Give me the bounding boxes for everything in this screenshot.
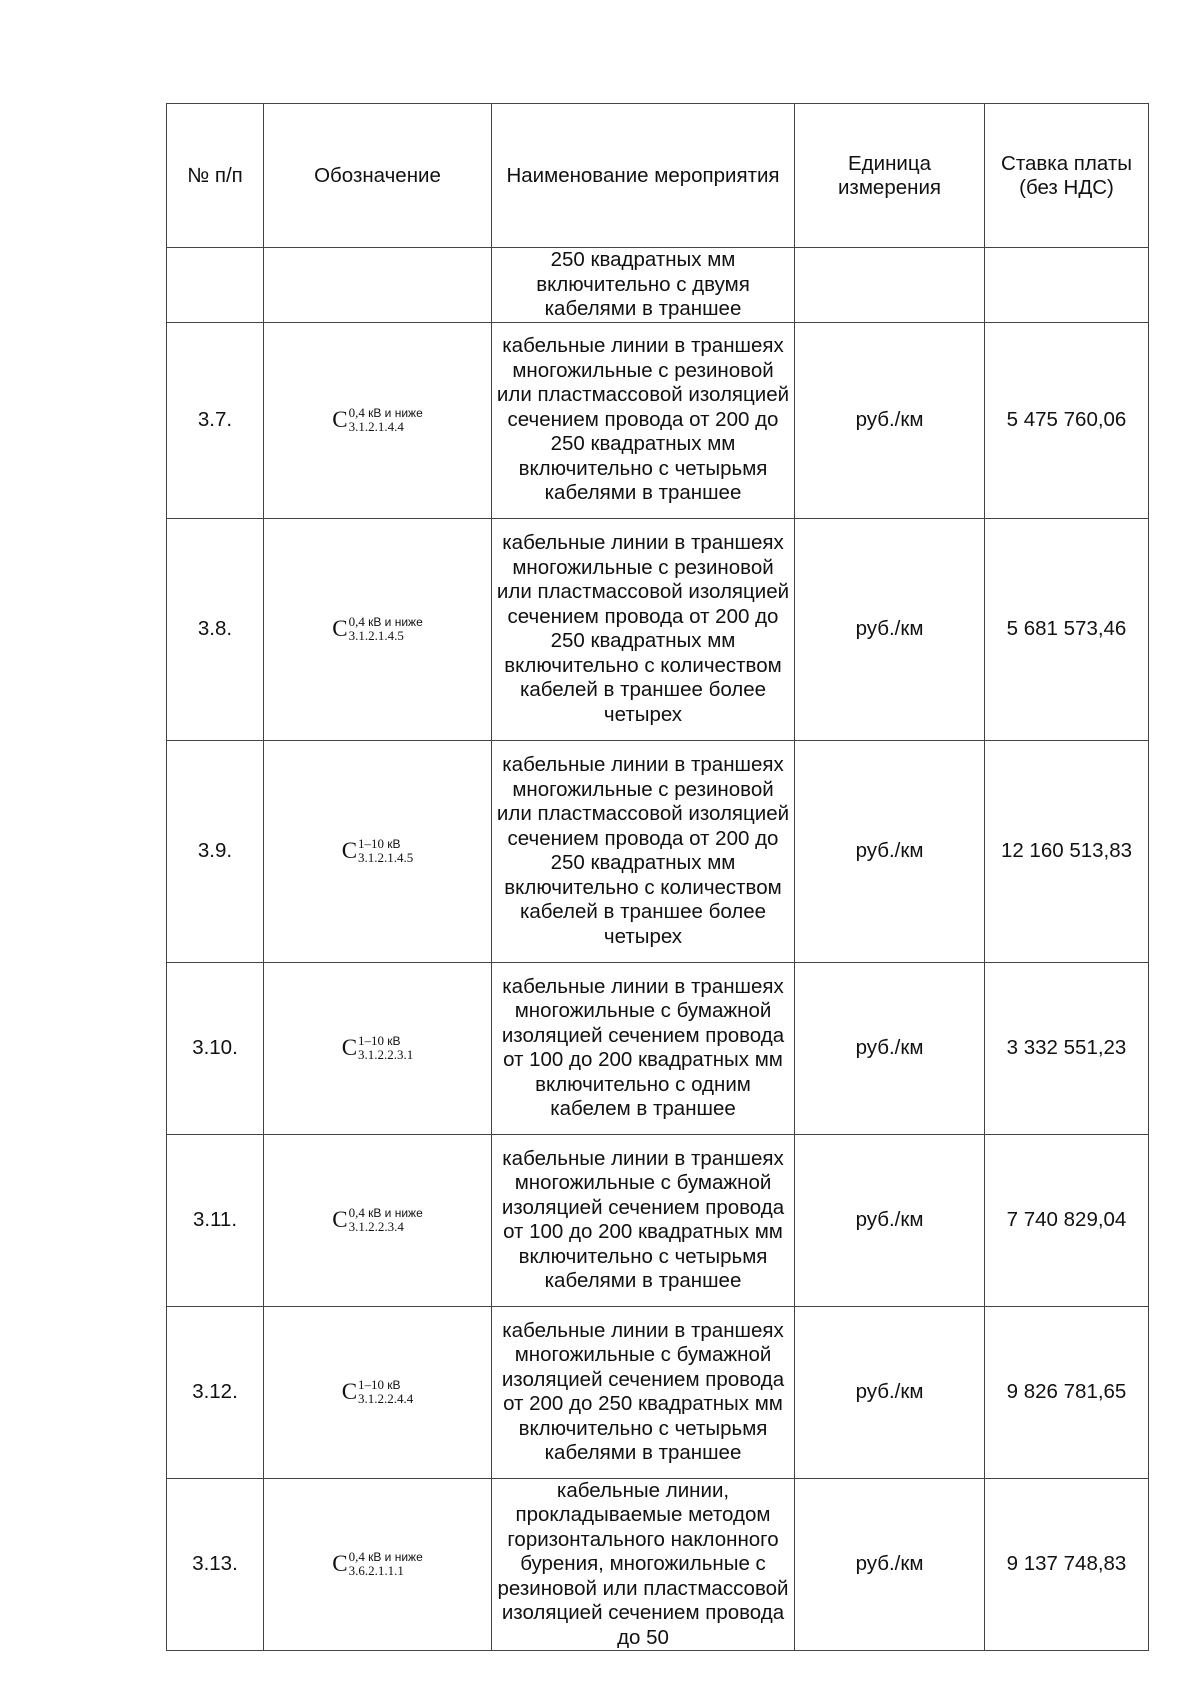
row-unit: руб./км <box>795 740 985 962</box>
row-name: кабельные линии в траншеях многожильные с бумажной изоляцией сечением провода от 100 до 200 квадратных мм включительно с четырьмя кабелями в траншее <box>492 1134 795 1306</box>
continuation-unit <box>795 248 985 323</box>
table-row <box>167 322 1149 518</box>
code-voltage-unit: кВ и ниже <box>368 406 423 420</box>
row-unit: руб./км <box>795 518 985 740</box>
continuation-rate <box>985 248 1149 323</box>
row-name: кабельные линии в траншеях многожильные с бумажной изоляцией сечением провода от 100 до 200 квадратных мм включительно с одним кабелем в траншее <box>492 962 795 1134</box>
code-superscript <box>358 1378 413 1392</box>
code-scripts <box>358 837 413 865</box>
code-letter: C <box>341 1378 358 1404</box>
row-name: кабельные линии, прокладываемые методом горизонтального наклонного бурения, многожильные с резиновой или пластмассовой изоляцией сечением провода до 50 <box>492 1478 795 1651</box>
code-letter: C <box>332 1551 348 1576</box>
code-superscript <box>349 406 423 420</box>
tariff-document-page <box>166 103 1148 1651</box>
code-designation <box>332 1206 423 1234</box>
row-num: 3.9. <box>167 740 264 962</box>
row-unit: руб./км <box>795 322 985 518</box>
continuation-num <box>167 248 264 323</box>
row-rate: 5 475 760,06 <box>985 322 1149 518</box>
row-rate: 12 160 513,83 <box>985 740 1149 962</box>
row-num: 3.10. <box>167 962 264 1134</box>
header-unit: Единица измерения <box>795 104 985 248</box>
row-code <box>264 1478 492 1651</box>
row-num: 3.11. <box>167 1134 264 1306</box>
code-scripts <box>349 406 423 434</box>
code-voltage: 1–10 <box>358 836 385 851</box>
row-num: 3.8. <box>167 518 264 740</box>
code-superscript <box>349 1206 423 1220</box>
table-row <box>167 962 1149 1134</box>
code-voltage: 0,4 <box>348 1549 365 1565</box>
row-code <box>264 1134 492 1306</box>
row-unit: руб./км <box>795 962 985 1134</box>
code-voltage-unit: кВ и ниже <box>368 1206 423 1220</box>
code-voltage-unit: кВ и ниже <box>368 615 423 629</box>
header-rate: Ставка платы (без НДС) <box>985 104 1149 248</box>
table-row <box>167 1478 1149 1651</box>
header-code: Обозначение <box>264 104 492 248</box>
row-num: 3.12. <box>167 1306 264 1478</box>
row-unit: руб./км <box>795 1134 985 1306</box>
continuation-row <box>167 248 1149 323</box>
row-rate: 3 332 551,23 <box>985 962 1149 1134</box>
code-voltage-unit: кВ и ниже <box>368 1550 423 1565</box>
code-letter: C <box>332 615 348 641</box>
code-superscript <box>358 1034 413 1048</box>
row-name: кабельные линии в траншеях многожильные с бумажной изоляцией сечением провода от 200 до 250 квадратных мм включительно с четырьмя кабелями в траншее <box>492 1306 795 1478</box>
code-voltage: 0,4 <box>348 614 365 629</box>
continuation-name: 250 квадратных мм включительно с двумя кабелями в траншее <box>492 248 795 323</box>
table-row <box>167 518 1149 740</box>
code-subscript: 3.1.2.2.4.4 <box>358 1391 414 1406</box>
code-letter: C <box>341 1034 358 1060</box>
row-num: 3.13. <box>167 1478 264 1651</box>
code-superscript <box>349 1550 423 1564</box>
row-unit: руб./км <box>795 1478 985 1651</box>
code-designation <box>342 1378 414 1406</box>
code-designation <box>342 1034 414 1062</box>
code-voltage-unit: кВ <box>387 1378 401 1392</box>
row-num: 3.7. <box>167 322 264 518</box>
row-code <box>264 322 492 518</box>
table-row <box>167 1306 1149 1478</box>
code-letter: C <box>332 1206 348 1232</box>
code-letter: C <box>341 837 358 863</box>
code-designation <box>332 406 423 434</box>
code-voltage: 1–10 <box>358 1377 385 1392</box>
header-name: Наименование мероприятия <box>492 104 795 248</box>
code-voltage: 0,4 <box>348 1205 365 1220</box>
row-name: кабельные линии в траншеях многожильные с резиновой или пластмассовой изоляцией сечением провода от 200 до 250 квадратных мм включительно с четырьмя кабелями в траншее <box>492 322 795 518</box>
row-unit: руб./км <box>795 1306 985 1478</box>
row-rate: 5 681 573,46 <box>985 518 1149 740</box>
code-subscript: 3.1.2.1.4.4 <box>348 419 404 434</box>
code-voltage: 0,4 <box>348 405 365 420</box>
continuation-code <box>264 248 492 323</box>
row-rate: 9 137 748,83 <box>985 1478 1149 1651</box>
code-letter: C <box>332 406 348 432</box>
code-voltage: 1–10 <box>358 1033 385 1048</box>
row-code <box>264 740 492 962</box>
code-scripts <box>358 1034 413 1062</box>
header-num: № п/п <box>167 104 264 248</box>
code-subscript: 3.6.2.1.1.1 <box>348 1563 404 1579</box>
row-rate: 7 740 829,04 <box>985 1134 1149 1306</box>
row-code <box>264 1306 492 1478</box>
code-subscript: 3.1.2.2.3.4 <box>348 1219 404 1234</box>
code-scripts <box>349 615 423 643</box>
code-superscript <box>358 837 413 851</box>
code-designation <box>332 615 423 643</box>
row-name: кабельные линии в траншеях многожильные с резиновой или пластмассовой изоляцией сечением провода от 200 до 250 квадратных мм включительно с количеством кабелей в траншее более четырех <box>492 518 795 740</box>
code-superscript <box>349 615 423 629</box>
row-name: кабельные линии в траншеях многожильные с резиновой или пластмассовой изоляцией сечением провода от 200 до 250 квадратных мм включительно с количеством кабелей в траншее более четырех <box>492 740 795 962</box>
row-rate: 9 826 781,65 <box>985 1306 1149 1478</box>
code-subscript: 3.1.2.1.4.5 <box>358 850 414 865</box>
row-code <box>264 518 492 740</box>
code-designation <box>342 837 414 865</box>
row-code <box>264 962 492 1134</box>
code-voltage-unit: кВ <box>387 1034 401 1048</box>
code-scripts <box>349 1206 423 1234</box>
code-subscript: 3.1.2.2.3.1 <box>358 1047 414 1062</box>
table-row <box>167 740 1149 962</box>
code-subscript: 3.1.2.1.4.5 <box>348 628 404 643</box>
table-row <box>167 1134 1149 1306</box>
code-scripts <box>349 1550 423 1578</box>
code-scripts <box>358 1378 413 1406</box>
code-designation <box>332 1550 423 1578</box>
tariff-table <box>166 103 1149 1651</box>
table-header-row <box>167 104 1149 248</box>
code-voltage-unit: кВ <box>387 837 401 851</box>
